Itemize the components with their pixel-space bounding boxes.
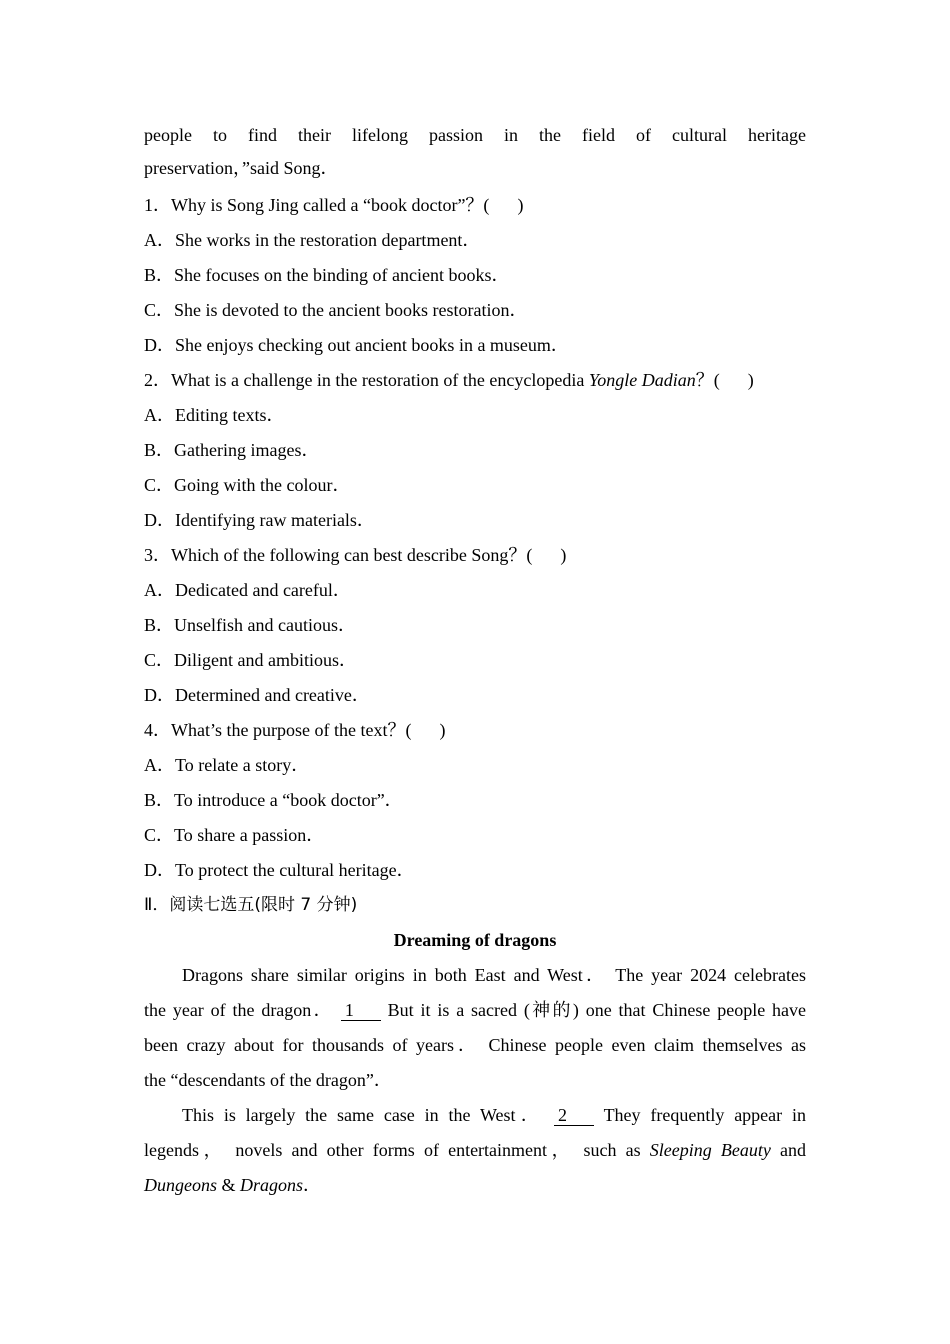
option-2a xyxy=(144,398,806,433)
text-segment: This is largely the same case in the West． xyxy=(182,1105,545,1125)
option-3b xyxy=(144,608,806,643)
article-title: Dreaming of dragons xyxy=(393,930,557,950)
blank-2[interactable]: 2 xyxy=(554,1105,594,1126)
question-number: 4． xyxy=(144,720,171,740)
option-text: To protect the cultural heritage． xyxy=(175,860,415,880)
option-1b xyxy=(144,258,806,293)
question-close: ) xyxy=(747,370,754,390)
option-4b xyxy=(144,783,806,818)
question-stem-tail: ？( xyxy=(695,370,720,390)
option-text: Determined and creative． xyxy=(175,685,370,705)
option-text: Diligent and ambitious． xyxy=(174,650,357,670)
option-letter: B． xyxy=(144,440,175,460)
option-letter: B． xyxy=(144,265,175,285)
option-text: Going with the colour． xyxy=(174,475,351,495)
option-1d xyxy=(144,328,806,363)
question-stem: Why is Song Jing called a “book doctor”？( xyxy=(171,195,490,215)
paragraph-1-line-3: been crazy about for thousands of years． Chinese people even claim themselves as xyxy=(144,1035,806,1055)
question-stem: Which of the following can best describe Song？( xyxy=(171,545,533,565)
option-3a xyxy=(144,573,806,608)
paragraph-1-line-2 xyxy=(144,993,806,1028)
option-letter: D． xyxy=(144,335,175,355)
option-3d xyxy=(144,678,806,713)
italic-title: Sleeping Beauty xyxy=(649,1140,771,1160)
option-text: Dedicated and careful． xyxy=(175,580,351,600)
option-letter: B． xyxy=(144,790,175,810)
intro-line-2: preservation，”said Song． xyxy=(144,158,339,178)
option-letter: C． xyxy=(144,650,175,670)
question-close: ) xyxy=(517,195,524,215)
text-segment: & xyxy=(217,1175,241,1195)
option-letter: D． xyxy=(144,860,175,880)
text-segment: legends， novels and other forms of entertainment， such as xyxy=(144,1140,650,1160)
option-letter: B． xyxy=(144,615,175,635)
option-4a xyxy=(144,748,806,783)
question-stem: What’s the purpose of the text？( xyxy=(171,720,412,740)
option-letter: A． xyxy=(144,580,175,600)
option-text: To introduce a “book doctor”． xyxy=(174,790,403,810)
option-text: Editing texts． xyxy=(175,405,285,425)
text-segment: and xyxy=(770,1140,806,1160)
question-close: ) xyxy=(560,545,567,565)
text-segment: But it is a sacred (神的) one that Chinese people have xyxy=(387,1000,806,1020)
option-text: To relate a story． xyxy=(175,755,310,775)
option-4d xyxy=(144,853,806,888)
option-text: Unselfish and cautious． xyxy=(174,615,356,635)
option-letter: C． xyxy=(144,825,175,845)
question-stem: What is a challenge in the restoration of the encyclopedia xyxy=(171,370,589,390)
section-heading: Ⅱ．阅读七选五(限时 7 分钟) xyxy=(144,895,358,915)
option-text: To share a passion． xyxy=(174,825,325,845)
option-text: She focuses on the binding of ancient books． xyxy=(174,265,510,285)
document-page xyxy=(144,118,806,1203)
option-letter: C． xyxy=(144,475,175,495)
option-letter: A． xyxy=(144,230,175,250)
italic-title: Dungeons xyxy=(144,1175,217,1195)
option-text: She is devoted to the ancient books restoration． xyxy=(174,300,528,320)
paragraph-1-line-4: the “descendants of the dragon”． xyxy=(144,1070,392,1090)
paragraph-2-line-3 xyxy=(144,1168,806,1203)
question-close: ) xyxy=(439,720,446,740)
text-segment: the year of the dragon． xyxy=(144,1000,334,1020)
text-segment: ． xyxy=(303,1175,322,1195)
option-letter: A． xyxy=(144,405,175,425)
option-letter: D． xyxy=(144,685,175,705)
option-2b xyxy=(144,433,806,468)
option-1c xyxy=(144,293,806,328)
paragraph-1-line-1: Dragons share similar origins in both East and West． The year 2024 celebrates xyxy=(182,965,806,985)
question-1 xyxy=(144,188,806,223)
option-text: She enjoys checking out ancient books in a museum． xyxy=(175,335,569,355)
question-number: 2． xyxy=(144,370,171,390)
paragraph-2-line-1 xyxy=(144,1098,806,1133)
intro-line-1: people to find their lifelong passion in the field of cultural heritage xyxy=(144,125,806,145)
blank-1[interactable]: 1 xyxy=(341,1000,381,1021)
question-number: 3． xyxy=(144,545,171,565)
option-text: Identifying raw materials． xyxy=(175,510,375,530)
question-number: 1． xyxy=(144,195,171,215)
question-4 xyxy=(144,713,806,748)
option-letter: C． xyxy=(144,300,175,320)
option-text: Gathering images． xyxy=(174,440,320,460)
option-2c xyxy=(144,468,806,503)
option-1a xyxy=(144,223,806,258)
option-3c xyxy=(144,643,806,678)
option-4c xyxy=(144,818,806,853)
question-2 xyxy=(144,363,806,398)
text-segment: They frequently appear in xyxy=(603,1105,806,1125)
option-text: She works in the restoration department． xyxy=(175,230,481,250)
option-2d xyxy=(144,503,806,538)
question-3 xyxy=(144,538,806,573)
italic-title: Dragons xyxy=(240,1175,304,1195)
option-letter: A． xyxy=(144,755,175,775)
paragraph-2-line-2 xyxy=(144,1133,806,1168)
question-stem-italic: Yongle Dadian xyxy=(588,370,696,390)
option-letter: D． xyxy=(144,510,175,530)
